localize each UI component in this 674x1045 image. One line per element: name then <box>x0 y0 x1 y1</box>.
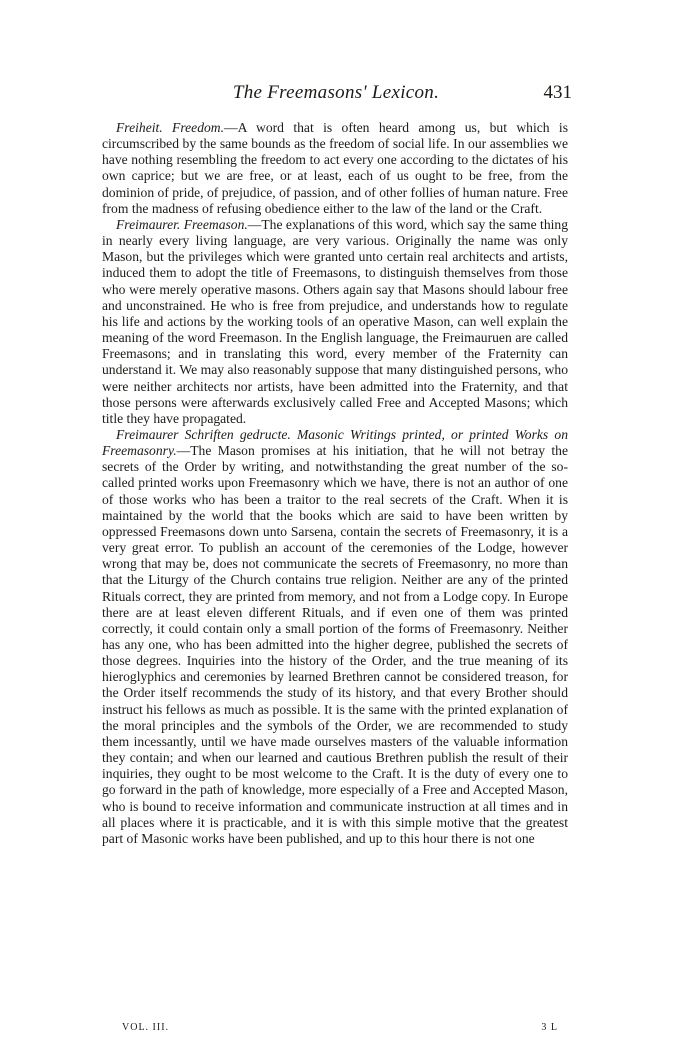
entry-heading: Freimaurer. Freemason. <box>116 216 248 232</box>
volume-mark: VOL. III. <box>122 1022 170 1033</box>
entry-freiheit <box>102 120 568 217</box>
entry-freimaurer-schriften <box>102 427 568 847</box>
entry-text: —The Mason promises at his initiation, that he will not betray the secrets of the Order by writing, and notwithstanding the great number of the so-called printed works upon Freemasonry which we have, there is not an author of one of those works who has been a traitor to the real secrets of the Craft. When it is maintained by the world that the books which are said to have been written by oppressed Freemasons down unto Sarsena, contain the secrets of Freemasonry, it is a very great error. To publish an account of the ceremonies of the Lodge, however wrong that may be, does not communicate the secrets of Freemasonry, no more than that the Liturgy of the Church contains true religion. Neither are any of the printed Rituals correct, they are printed from memory, and not from a Lodge copy. In Europe there are at least eleven different Rituals, and if even one of them was printed correctly, it could contain only a small portion of the forms of Freemasonry. Neither has any one, who has been admitted into the higher degree, published the secrets of those degrees. Inquiries into the history of the Order, and the true meaning of its hieroglyphics and ceremonies by learned Brethren cannot be considered treason, for the Order itself recommends the study of its history, and that every Brother should instruct his fellows as much as possible. It is the same with the printed explanation of the moral principles and the symbols of the Order, we are recommended to study them incessantly, until we have made ourselves masters of the valuable information they contain; and when our learned and cautious Brethren publish the result of their inquiries, they ought to be most welcome to the Craft. It is the duty of every one to go forward in the path of knowledge, more especially of a Free and Accepted Mason, who is bound to receive information and communicate instruction at all times and in all places where it is practicable, and it is with this simple motive that the greatest part of Masonic works have been published, and up to this hour there is not one <box>102 443 568 846</box>
page-number: 431 <box>543 82 572 103</box>
entry-heading: Freimaurer Schriften gedructe. Masonic Writings printed, or printed Works on Freemasonry. <box>102 426 568 459</box>
entry-text: —The explanations of this word, which say the same thing in nearly every living language, are very various. Originally the name was only Mason, but the privileges which were granted unto certain real architects and artists, induced them to adopt the title of Freemasons, to distinguish themselves from those who were merely operative masons. Others again say that Masons should labour free and unconstrained. He who is free from prejudice, and understands how to regulate his life and actions by the working tools of an operative Mason, can well explain the meaning of the word Freemason. In the English language, the Freimauruen are called Freemasons; and in translating this word, every member of the Fraternity can understand it. We may also reasonably suppose that many distinguished persons, who were neither architects nor artists, have been admitted into the Fraternity, and that those persons were afterwards exclusively called Free and Accepted Masons; which title they have propagated. <box>102 216 568 426</box>
entry-heading: Freiheit. Freedom. <box>116 120 225 135</box>
page-header <box>100 82 572 108</box>
running-title: The Freemasons' Lexicon. <box>232 82 440 103</box>
signature-mark: 3 L <box>541 1022 558 1033</box>
page-body <box>102 120 568 847</box>
entry-text: —A word that is often heard among us, but which is circumscribed by the same bounds as the freedom of social life. In our assemblies we have nothing resembling the freedom to act every one according to the dictates of his own caprice; but we are free, or at least, each of us ought to be free, from the dominion of pride, of prejudice, of passion, and of other follies of human nature. Free from the madness of refusing obedience either to the law of the land or the Craft. <box>102 120 568 216</box>
entry-freimaurer <box>102 217 568 427</box>
